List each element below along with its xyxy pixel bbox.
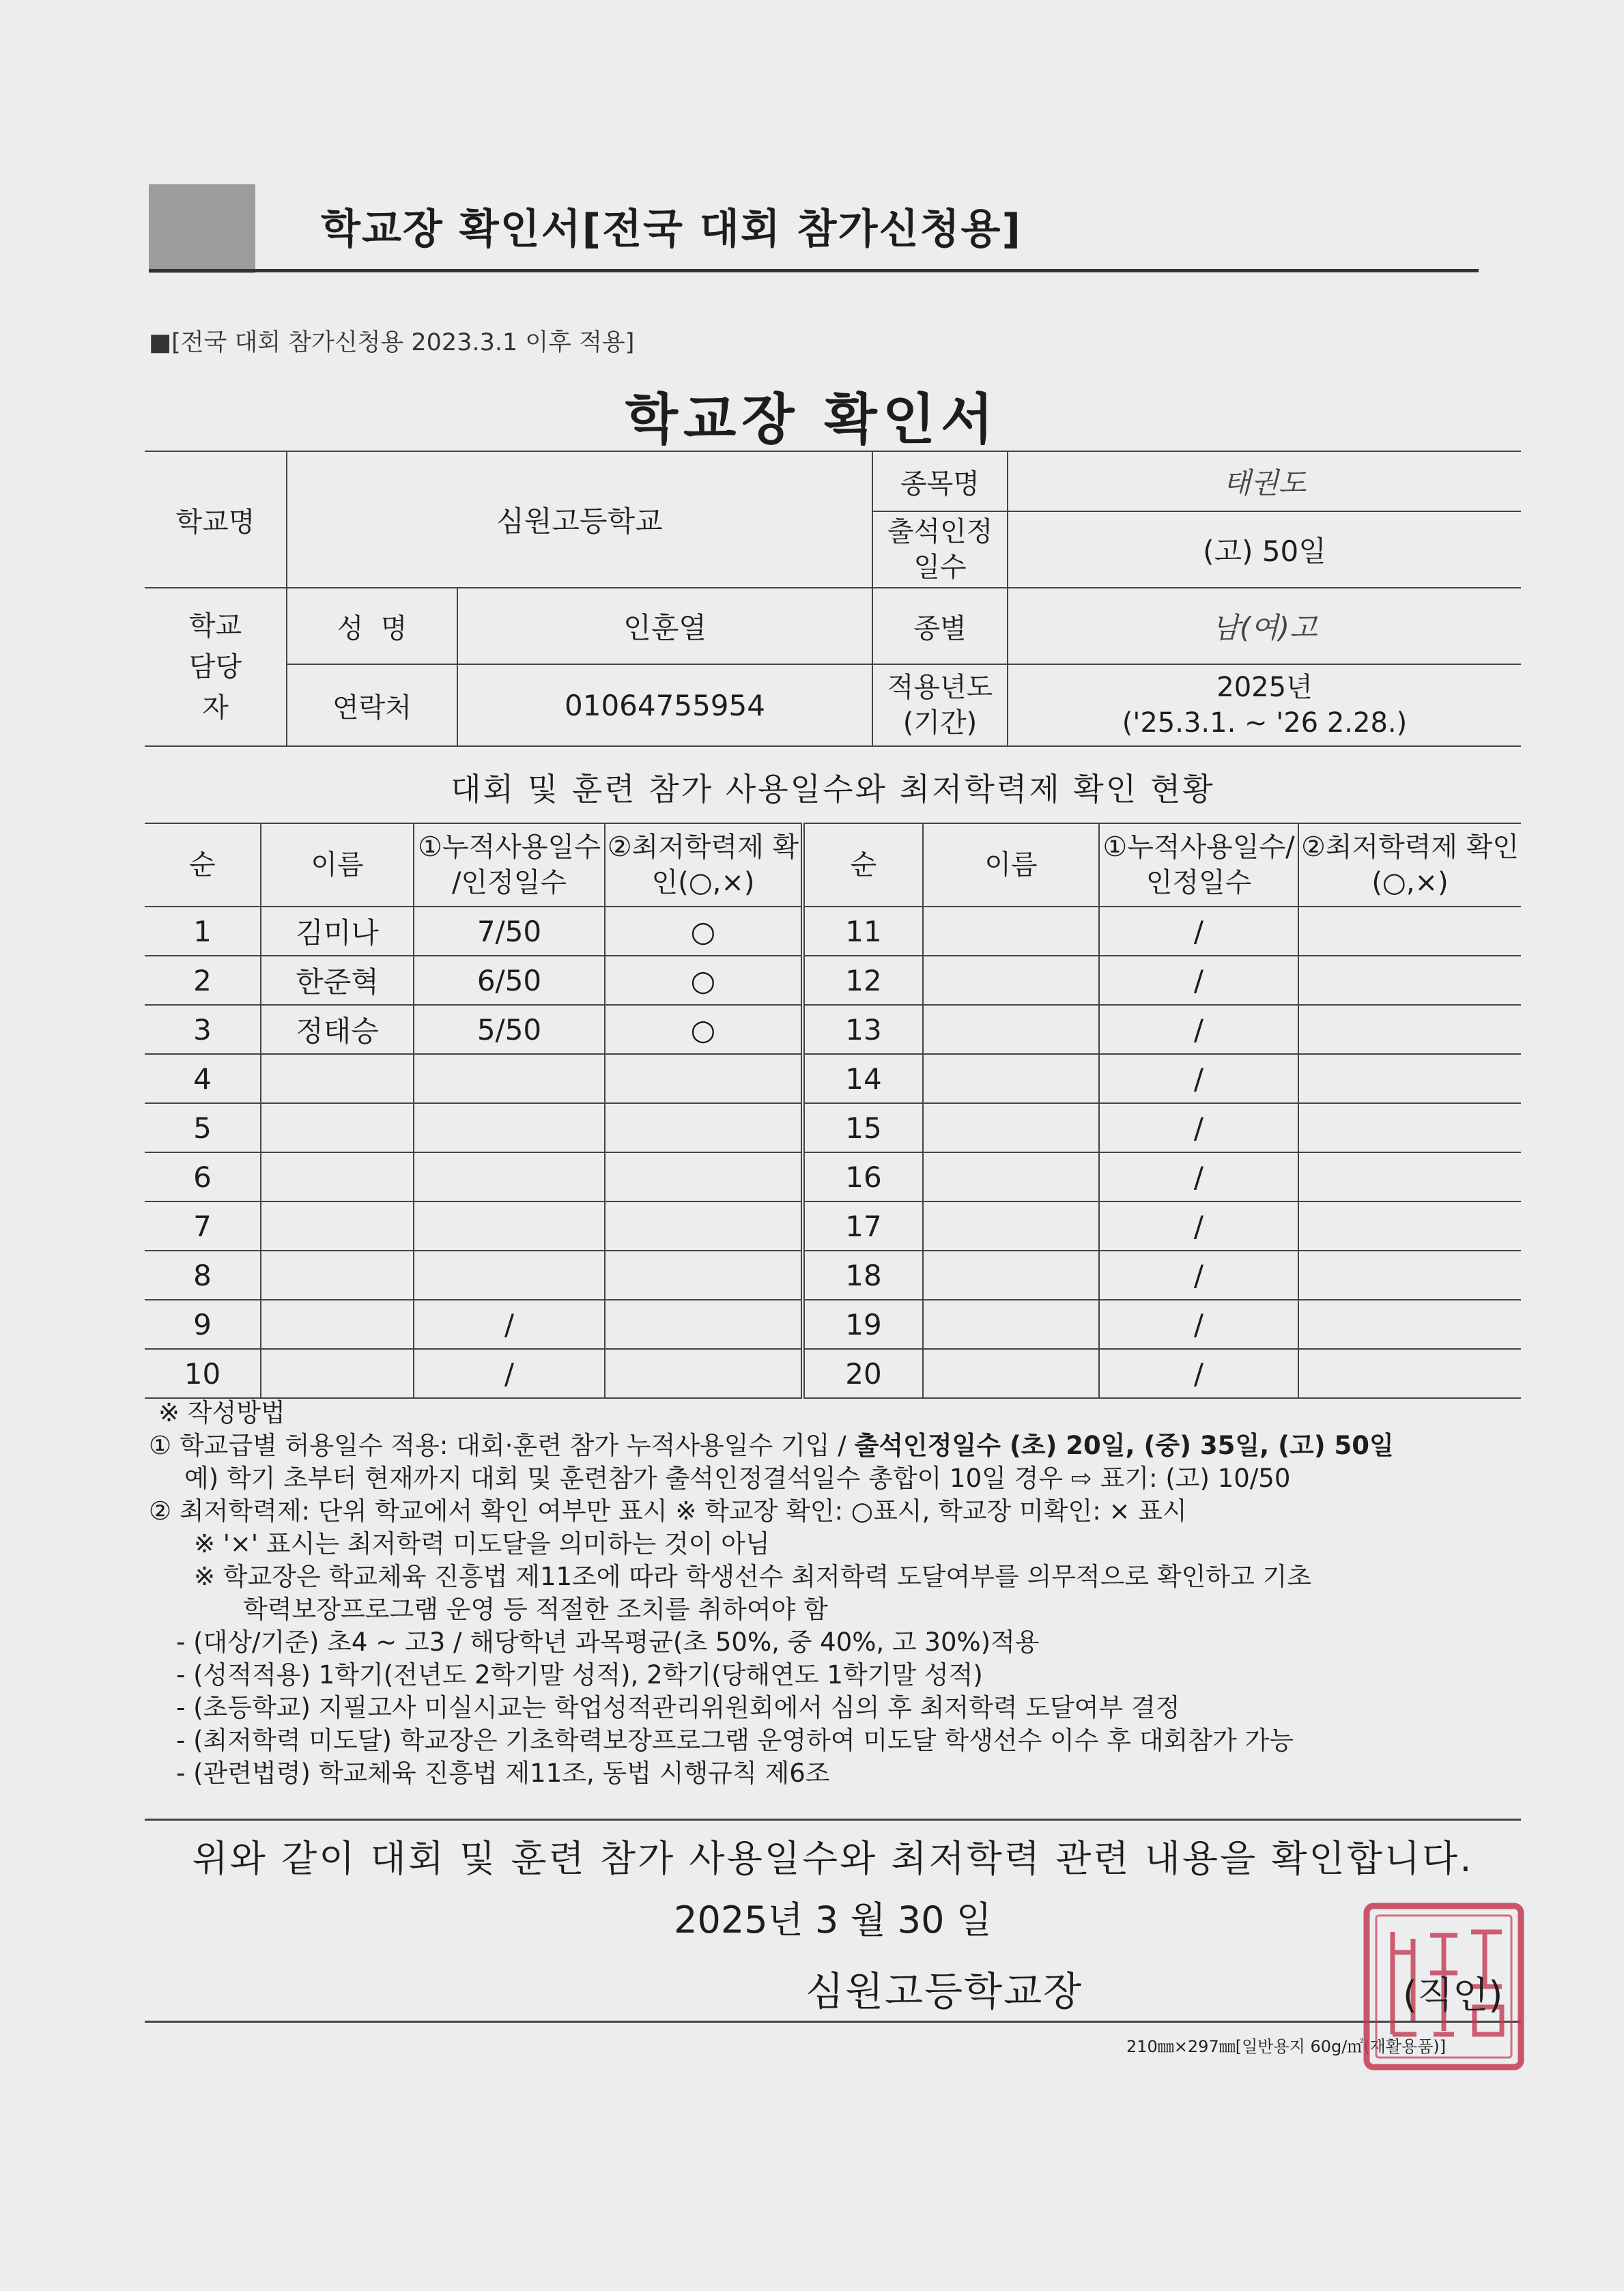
notes-title: ※ 작성방법: [158, 1398, 285, 1427]
row-check-left: [605, 1054, 803, 1103]
row-no-right: 15: [803, 1103, 923, 1152]
row-no-right: 20: [803, 1349, 923, 1398]
participants-rows: [145, 907, 1521, 1398]
header-check-right: ②최저학력제 확인(○,×): [1298, 823, 1521, 907]
detail-grades: - (성적적용) 1학기(전년도 2학기말 성적), 2학기(당해연도 1학기말 성적): [176, 1660, 983, 1690]
row-no-right: 19: [803, 1300, 923, 1349]
detail-elementary: - (초등학교) 지필고사 미실시교는 학업성적관리위원회에서 심의 후 최저학력 도달여부 결정: [176, 1693, 1180, 1722]
row-name-right: [923, 1054, 1099, 1103]
school-name-label: 학교명: [145, 451, 287, 588]
phone-label: 연락처: [287, 664, 457, 746]
attendance-days-label: 출석인정 일수: [872, 511, 1008, 588]
row-name-left: 김미나: [261, 907, 414, 956]
participant-row: [145, 907, 1521, 956]
sport-label: 종목명: [872, 451, 1008, 511]
row-check-left: ○: [605, 1005, 803, 1054]
row-days-left: /: [414, 1349, 605, 1398]
row-days-right: /: [1099, 1103, 1298, 1152]
row-check-right: [1298, 1201, 1521, 1251]
participant-row: [145, 1300, 1521, 1349]
gender-value: 남(여)고: [1008, 588, 1521, 664]
participant-row: [145, 1349, 1521, 1398]
row-days-left: [414, 1152, 605, 1201]
row-name-left: 한준혁: [261, 956, 414, 1005]
row-days-right: /: [1099, 1054, 1298, 1103]
row-check-left: [605, 1300, 803, 1349]
row-days-left: [414, 1054, 605, 1103]
header-check-left: ②최저학력제 확인(○,×): [605, 823, 803, 907]
row-name-left: [261, 1251, 414, 1300]
row-name-right: [923, 1005, 1099, 1054]
participant-row: [145, 1251, 1521, 1300]
row-days-right: /: [1099, 1300, 1298, 1349]
confirmation-statement: 위와 같이 대회 및 훈련 참가 사용일수와 최저학력 관련 내용을 확인합니다.: [192, 1837, 1474, 1880]
note-2-line-1: ② 최저학력제: 단위 학교에서 확인 여부만 표시 ※ 학교장 확인: ○표시, 학교장 미확인: × 표시: [149, 1496, 1187, 1526]
row-check-right: [1298, 1251, 1521, 1300]
row-days-left: 5/50: [414, 1005, 605, 1054]
section-heading: 대회 및 훈련 참가 사용일수와 최저학력제 확인 현황: [451, 771, 1215, 808]
row-check-right: [1298, 956, 1521, 1005]
row-no-left: 8: [145, 1251, 261, 1300]
row-no-left: 2: [145, 956, 261, 1005]
row-days-left: [414, 1251, 605, 1300]
row-check-right: [1298, 1349, 1521, 1398]
header-no-left: 순: [145, 823, 261, 907]
header-days-right: ①누적사용일수/ 인정일수: [1099, 823, 1298, 907]
row-check-right: [1298, 1300, 1521, 1349]
header-title: 학교장 확인서[전국 대회 참가신청용]: [321, 205, 1022, 253]
row-check-left: [605, 1201, 803, 1251]
participant-row: [145, 1054, 1521, 1103]
note-1-text: ① 학교급별 허용일수 적용: 대회·훈련 참가 누적사용일수 기입 /: [149, 1431, 855, 1460]
year-period: ('25.3.1. ~ '26 2.28.): [1122, 707, 1408, 739]
header-name-left: 이름: [261, 823, 414, 907]
row-name-right: [923, 1251, 1099, 1300]
row-check-right: [1298, 1054, 1521, 1103]
contact-person-label: 학교 담당자: [145, 588, 287, 746]
row-name-left: [261, 1152, 414, 1201]
row-check-right: [1298, 907, 1521, 956]
row-check-left: [605, 1152, 803, 1201]
school-info-table: [145, 451, 1521, 747]
row-no-left: 3: [145, 1005, 261, 1054]
row-name-left: [261, 1300, 414, 1349]
header-days-left: ①누적사용일수 /인정일수: [414, 823, 605, 907]
year-label: 적용년도 (기간): [872, 664, 1008, 746]
participants-header-row: [145, 823, 1521, 907]
note-2-line-2: ※ '×' 표시는 최저학력 미도달을 의미하는 것이 아님: [194, 1529, 770, 1559]
row-no-left: 1: [145, 907, 261, 956]
header-divider: [149, 269, 1479, 272]
row-name-right: [923, 1349, 1099, 1398]
issue-date: 2025년 3 월 30 일: [674, 1898, 992, 1941]
principal-title: 심원고등학교장: [806, 1968, 1083, 2015]
row-name-right: [923, 1103, 1099, 1152]
row-days-left: [414, 1201, 605, 1251]
name-label: 성 명: [287, 588, 457, 664]
row-days-left: [414, 1103, 605, 1152]
name-value: 인훈열: [457, 588, 872, 664]
row-check-left: ○: [605, 956, 803, 1005]
paper-spec: 210㎜×297㎜[일반용지 60g/㎡(재활용품)]: [1126, 2037, 1447, 2056]
row-no-left: 4: [145, 1054, 261, 1103]
row-days-right: /: [1099, 1251, 1298, 1300]
row-check-left: [605, 1349, 803, 1398]
attendance-days-value: (고) 50일: [1008, 511, 1521, 588]
row-name-left: [261, 1054, 414, 1103]
school-name-value: 심원고등학교: [287, 451, 872, 588]
participant-row: [145, 956, 1521, 1005]
row-name-left: [261, 1103, 414, 1152]
row-name-left: 정태승: [261, 1005, 414, 1054]
note-1-example: 예) 학기 초부터 현재까지 대회 및 훈련참가 출석인정결석일수 총합이 10일 경우 ⇨ 표기: (고) 10/50: [184, 1464, 1291, 1493]
year-cell: [1008, 664, 1521, 746]
participant-row: [145, 1201, 1521, 1251]
row-days-right: /: [1099, 1152, 1298, 1201]
header-gray-box: [149, 184, 255, 273]
row-no-left: 7: [145, 1201, 261, 1251]
row-days-right: /: [1099, 1349, 1298, 1398]
row-no-left: 6: [145, 1152, 261, 1201]
detail-target: - (대상/기준) 초4 ~ 고3 / 해당학년 과목평균(초 50%, 중 40%, 고 30%)적용: [176, 1627, 1040, 1657]
row-days-right: /: [1099, 907, 1298, 956]
writing-instructions: [149, 1397, 1521, 1790]
participants-table: [145, 823, 1521, 1399]
notes-divider: [145, 1819, 1521, 1821]
row-no-right: 13: [803, 1005, 923, 1054]
row-name-right: [923, 1152, 1099, 1201]
row-no-right: 18: [803, 1251, 923, 1300]
gender-label: 종별: [872, 588, 1008, 664]
participant-row: [145, 1103, 1521, 1152]
year-value: 2025년: [1216, 672, 1313, 703]
header-name-right: 이름: [923, 823, 1099, 907]
row-name-right: [923, 907, 1099, 956]
row-no-right: 14: [803, 1054, 923, 1103]
phone-value: 01064755954: [457, 664, 872, 746]
note-2-line-3: ※ 학교장은 학교체육 진흥법 제11조에 따라 학생선수 최저학력 도달여부를 의무적으로 확인하고 기초: [194, 1562, 1312, 1591]
row-check-left: [605, 1251, 803, 1300]
row-no-left: 9: [145, 1300, 261, 1349]
row-check-right: [1298, 1152, 1521, 1201]
row-days-right: /: [1099, 956, 1298, 1005]
note-2-line-4: 학력보장프로그램 운영 등 적절한 조치를 취하여야 함: [243, 1595, 828, 1624]
row-no-right: 12: [803, 956, 923, 1005]
footer-divider: [145, 2021, 1521, 2023]
row-name-right: [923, 956, 1099, 1005]
row-days-left: /: [414, 1300, 605, 1349]
row-name-left: [261, 1201, 414, 1251]
row-days-left: 7/50: [414, 907, 605, 956]
sport-value: 태권도: [1008, 451, 1521, 511]
row-check-right: [1298, 1103, 1521, 1152]
note-1-line-1: [149, 1429, 1521, 1462]
row-days-left: 6/50: [414, 956, 605, 1005]
row-name-left: [261, 1349, 414, 1398]
row-check-right: [1298, 1005, 1521, 1054]
row-no-right: 17: [803, 1201, 923, 1251]
applicability-note: ■[전국 대회 참가신청용 2023.3.1 이후 적용]: [149, 329, 635, 356]
participant-row: [145, 1005, 1521, 1054]
row-check-left: [605, 1103, 803, 1152]
detail-not-met: - (최저학력 미도달) 학교장은 기초학력보장프로그램 운영하여 미도달 학생선수 이수 후 대회참가 가능: [176, 1726, 1294, 1755]
detail-law: - (관련법령) 학교체육 진흥법 제11조, 동법 시행규칙 제6조: [176, 1759, 830, 1788]
row-no-right: 11: [803, 907, 923, 956]
document-title: 학교장 확인서: [625, 388, 999, 451]
row-name-right: [923, 1300, 1099, 1349]
row-check-left: ○: [605, 907, 803, 956]
row-days-right: /: [1099, 1005, 1298, 1054]
row-days-right: /: [1099, 1201, 1298, 1251]
row-name-right: [923, 1201, 1099, 1251]
row-no-right: 16: [803, 1152, 923, 1201]
note-1-bold-text: 출석인정일수 (초) 20일, (중) 35일, (고) 50일: [854, 1431, 1394, 1460]
participant-row: [145, 1152, 1521, 1201]
row-no-left: 5: [145, 1103, 261, 1152]
row-no-left: 10: [145, 1349, 261, 1398]
seal-label: (직인): [1403, 1974, 1503, 2017]
header-no-right: 순: [803, 823, 923, 907]
